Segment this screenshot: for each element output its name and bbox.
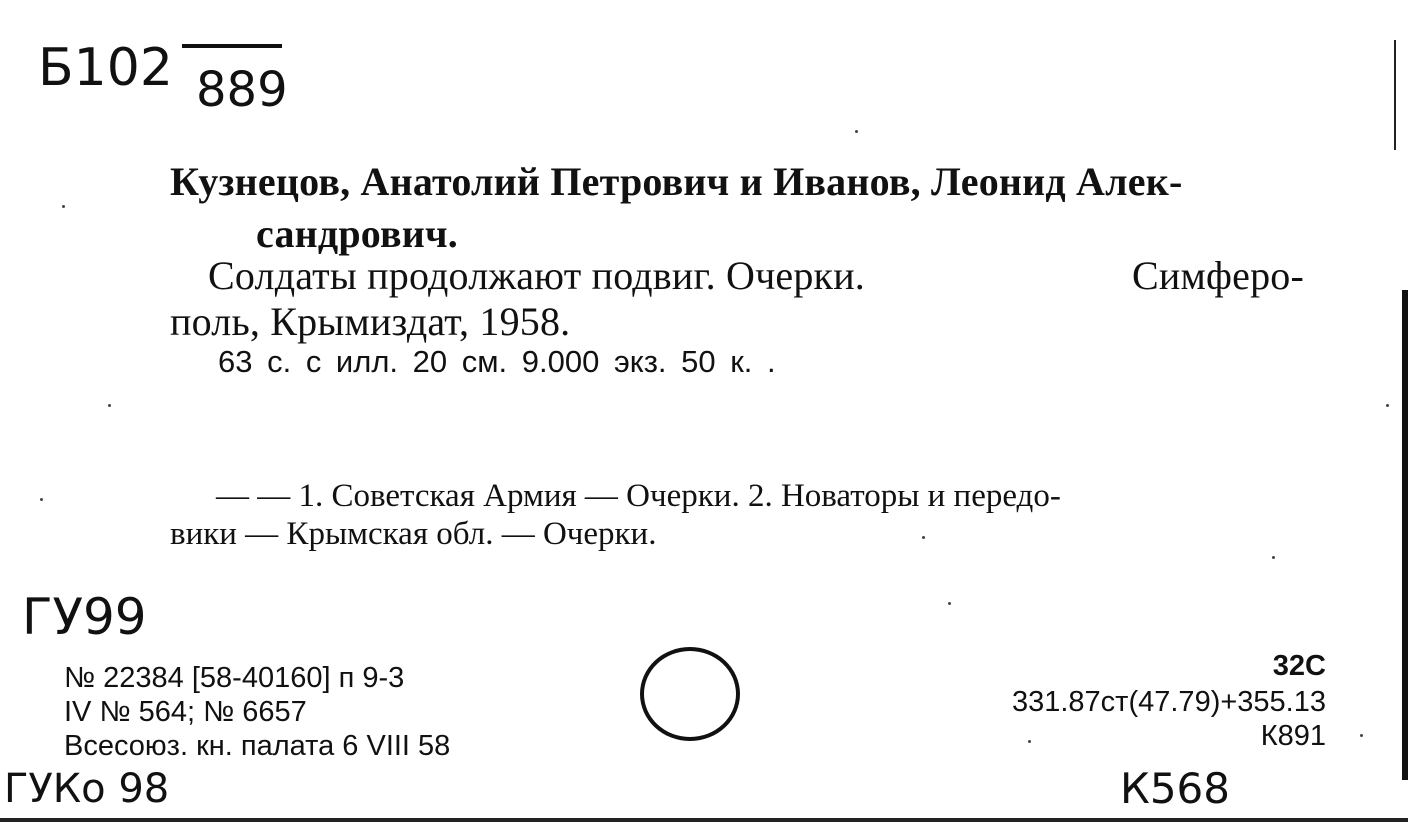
imprint-line-2: IV № 564; № 6657: [64, 696, 307, 728]
scan-speck: [1028, 740, 1031, 743]
imprint-line-1: № 22384 [58-40160] п 9-3: [64, 662, 405, 694]
classification-line-1: 32С: [1272, 650, 1326, 682]
scan-speck: [62, 205, 65, 208]
subjects-line-1: — — 1. Советская Армия — Очерки. 2. Новаторы и передо-: [216, 478, 1061, 514]
scan-speck: [948, 602, 951, 605]
scan-speck: [40, 498, 43, 501]
scan-speck: [108, 404, 111, 407]
scan-speck: [1272, 556, 1275, 559]
title-line-2: поль, Крымиздат, 1958.: [170, 299, 571, 344]
scan-speck: [922, 536, 925, 539]
classification-line-3: К891: [1260, 720, 1326, 752]
imprint-line-3: Всесоюз. кн. палата 6 VIII 58: [64, 730, 451, 762]
card-bottom-edge: [0, 818, 1408, 822]
scan-speck: [1360, 734, 1363, 737]
handwritten-mark-bottom-left: ГУКо 98: [4, 766, 170, 812]
authors-line-2: сандрович.: [256, 211, 458, 256]
authors-line-1: Кузнецов, Анатолий Петрович и Иванов, Леонид Алек-: [170, 159, 1183, 204]
title-line-1: Солдаты продолжают подвиг. Очерки.: [208, 253, 865, 298]
handwritten-mark-left: ГУ99: [22, 588, 147, 646]
shelfmark-code: Б102: [38, 38, 173, 98]
shelfmark-number: 889: [196, 62, 288, 118]
card-right-edge-top: [1394, 40, 1396, 150]
subjects-line-2: вики — Крымская обл. — Очерки.: [170, 516, 657, 552]
shelfmark-overline: [182, 44, 282, 48]
title-line-1-continued: Симферо-: [1132, 253, 1304, 298]
collation-line: 63 с. с илл. 20 см. 9.000 экз. 50 к. .: [218, 344, 776, 379]
scan-speck: [1386, 404, 1389, 407]
classification-line-2: 331.87ст(47.79)+355.13: [1011, 686, 1326, 718]
card-right-edge: [1402, 290, 1408, 780]
handwritten-mark-bottom-right: К568: [1120, 764, 1230, 813]
circle-mark: [640, 647, 740, 741]
scan-speck: [855, 130, 858, 133]
